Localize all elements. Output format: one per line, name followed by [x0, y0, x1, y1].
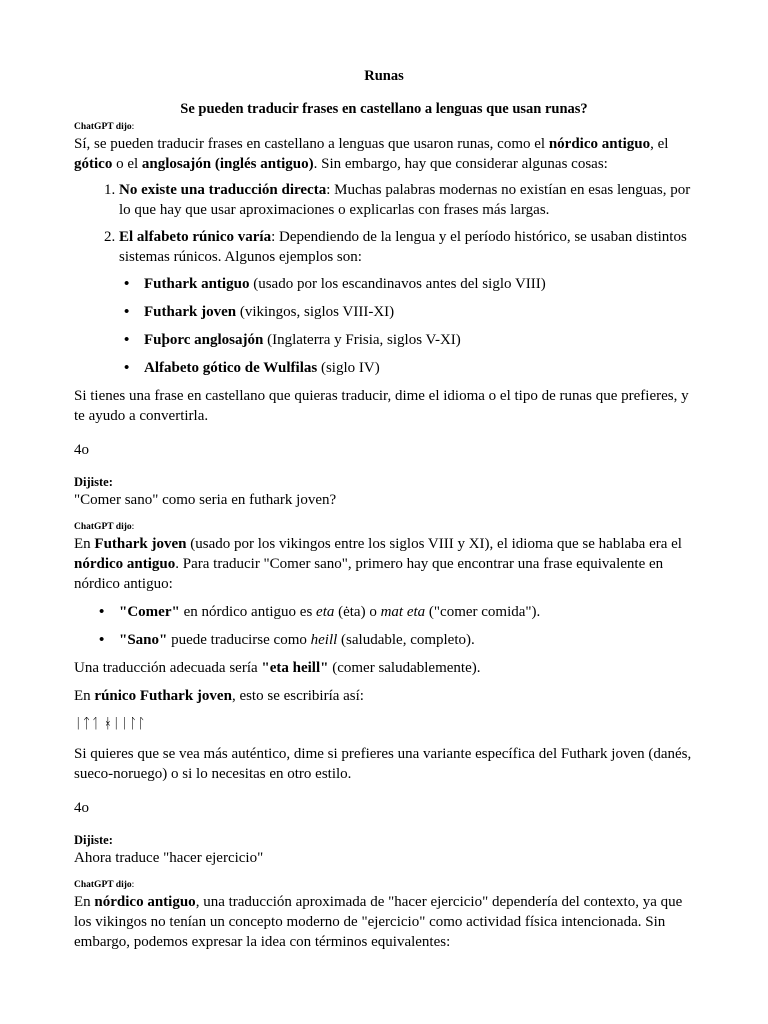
user-message: Ahora traduce "hacer ejercicio": [74, 850, 264, 866]
translation-result: Una traducción adecuada sería "eta heill" (comer saludablemente).: [74, 660, 481, 676]
question-heading: Se pueden traducir frases en castellano a lenguas que usan runas?: [180, 101, 588, 117]
translation-list: [74, 602, 694, 650]
conversation: [74, 120, 694, 952]
list-item: • Alfabeto gótico de Wulfilas (siglo IV): [144, 358, 694, 378]
page-title: Runas: [364, 68, 404, 84]
user-speaker-label: Dijiste:: [74, 475, 113, 489]
list-item: • Fuþorc anglosajón (Inglaterra y Frisia, siglos V-XI): [144, 330, 694, 350]
list-item: • Futhark antiguo (usado por los escandinavos antes del siglo VIII): [144, 274, 694, 294]
list-item: 1. No existe una traducción directa: Muchas palabras modernas no existían en esas lenguas, por lo que hay que usar aproximaciones o explicarlas con frases más largas.: [119, 180, 694, 220]
ai-speaker-label: ChatGPT dijo:: [74, 522, 135, 532]
answer2-intro: En Futhark joven (usado por los vikingos entre los siglos VIII y XI), el idioma que se hablaba era el nórdico antiguo. Para traducir "Comer sano", primero hay que encontrar una frase equivalente en nórdico antiguo:: [74, 536, 682, 592]
model-tag: 4o: [74, 800, 89, 816]
rune-intro: En rúnico Futhark joven, esto se escribiría así:: [74, 688, 364, 704]
user-speaker-label: Dijiste:: [74, 833, 113, 847]
list-item: • Futhark joven (vikingos, siglos VIII-XI): [144, 302, 694, 322]
answer3-intro: En nórdico antiguo, una traducción aproximada de "hacer ejercicio" dependería del contexto, ya que los vikingos no tenían un concepto moderno de "ejercicio" como actividad física intencionada. Sin embargo, podemos expresar la idea con términos equivalentes:: [74, 894, 683, 950]
user-message: "Comer sano" como seria en futhark joven?: [74, 492, 337, 508]
model-tag: 4o: [74, 442, 89, 458]
list-item: • "Sano" puede traducirse como heill (saludable, completo).: [119, 630, 694, 650]
list-item: 2. El alfabeto rúnico varía: Dependiendo de la lengua y el período histórico, se usaban distintos sistemas rúnicos. Algunos ejemplos son:: [119, 227, 694, 267]
ai-speaker-label: ChatGPT dijo:: [74, 122, 135, 132]
answer1-intro: Sí, se pueden traducir frases en castellano a lenguas que usaron runas, como el nórdico antiguo, el gótico o el anglosajón (inglés antiguo). Sin embargo, hay que considerar algunas cosas:: [74, 136, 669, 172]
rune-systems-list: [74, 274, 694, 378]
rune-text: ᛁᛏᛐ ᚼᛁᛁᛚᛚ: [74, 716, 146, 732]
considerations-list: [74, 180, 694, 267]
answer1-closing: Si tienes una frase en castellano que quieras traducir, dime el idioma o el tipo de runas que prefieres, y te ayudo a convertirla.: [74, 388, 689, 424]
list-item: • "Comer" en nórdico antiguo es eta (ėta) o mat eta ("comer comida").: [119, 602, 694, 622]
ai-speaker-label: ChatGPT dijo:: [74, 880, 135, 890]
answer2-closing: Si quieres que se vea más auténtico, dime si prefieres una variante específica del Futhark joven (danés, sueco-noruego) o si lo necesitas en otro estilo.: [74, 746, 692, 782]
